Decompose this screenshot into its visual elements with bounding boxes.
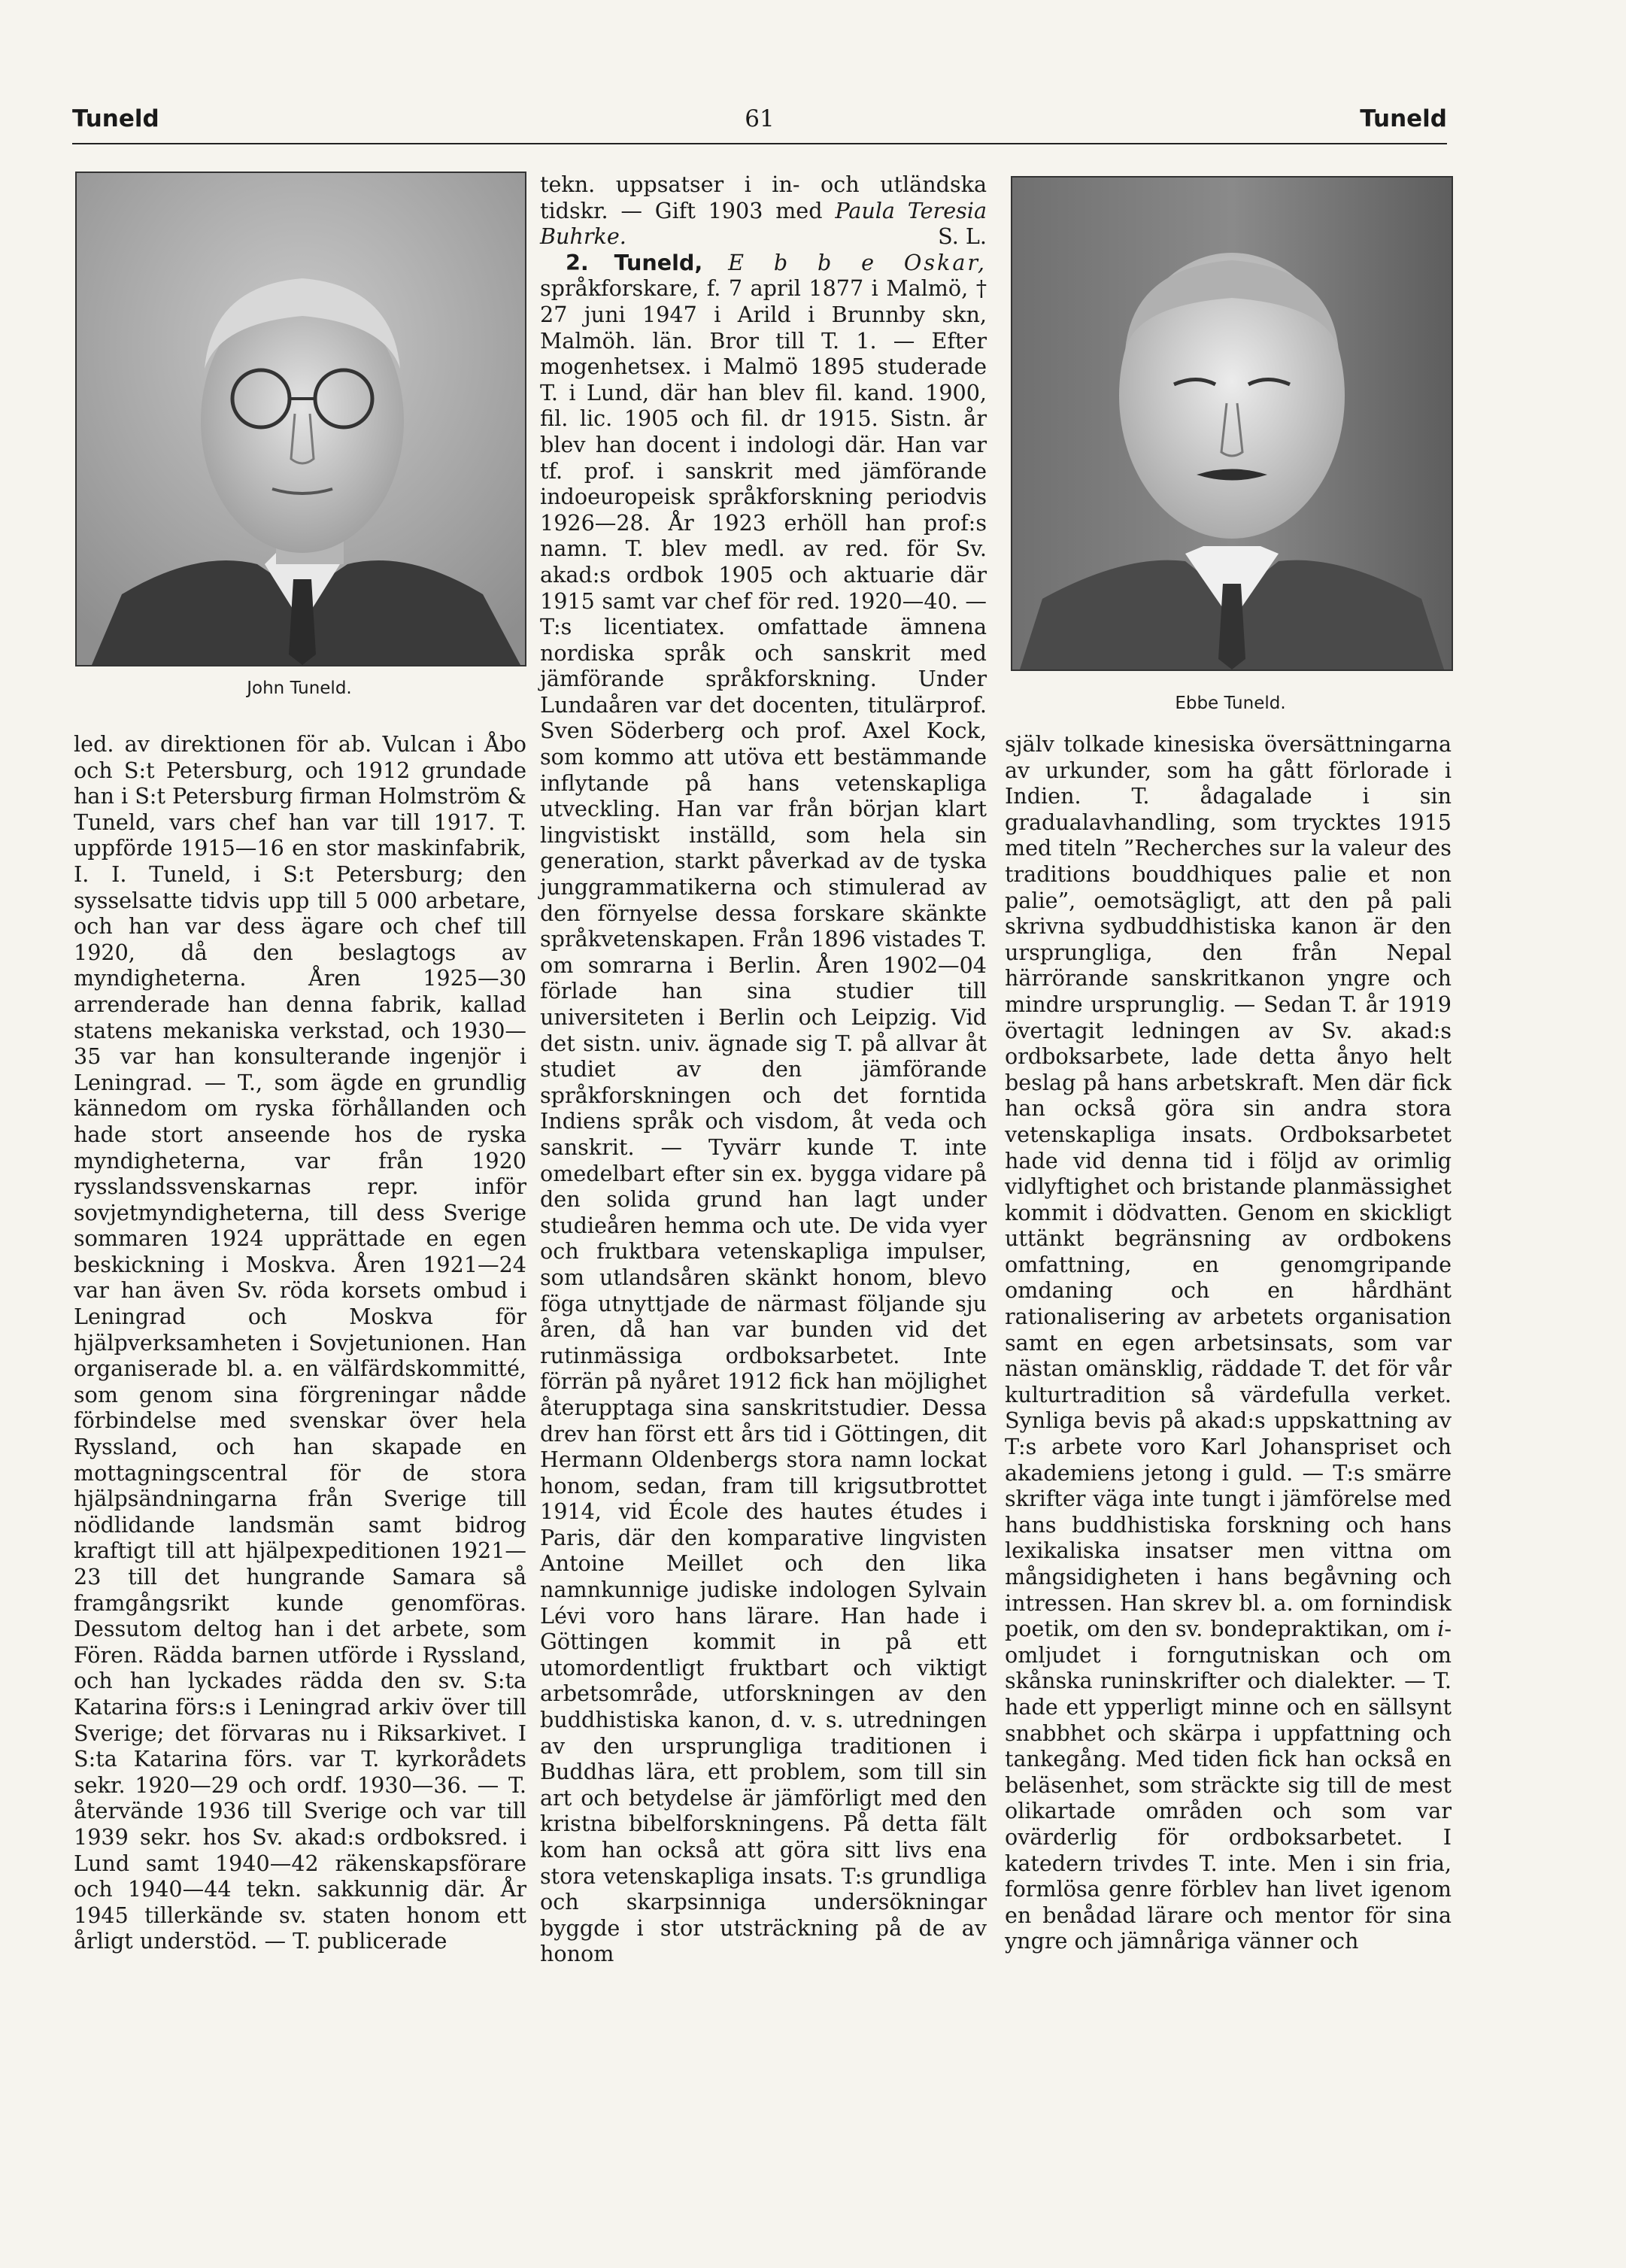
photo-caption-ebbe: Ebbe Tuneld. [1175, 694, 1286, 713]
entry-2-given-names: E b b e Oskar, [728, 249, 987, 275]
entry-2-surname: Tuneld, [614, 249, 703, 275]
header-right-name: Tuneld [1360, 105, 1447, 132]
entry-1-intro: tekn. uppsatser i in- och utländska tidskr. — Gift 1903 med [540, 172, 987, 223]
running-header [72, 105, 1447, 143]
photo-caption-john: John Tuneld. [247, 679, 352, 698]
column-1 [74, 731, 526, 1954]
page-number: 61 [745, 105, 775, 132]
column-2 [540, 172, 987, 1967]
entry-2-body: språkforskare, f. 7 april 1877 i Malmö, † 27 juni 1947 i Arild i Brunnby skn, Malmöh. län. Bror till T. 1. — Efter mogenhetsex. i Malmö 1895 studerade T. i Lund, där han blev fil. kand. 1900, fil. lic. 1905 och fil. dr 1915. Sistn. år blev han docent i indologi där. Han var tf. prof. i sanskrit med jämförande indoeuropeisk språkforskning periodvis 1926—28. År 1923 erhöll han prof:s namn. T. blev medl. av red. för Sv. akad:s ordbok 1905 och aktuarie där 1915 samt var chef för red. 1920—40. — T:s licentiatex. omfattade ämnena nordiska språk och sanskrit med jämförande språkforskning. Under Lundaåren var det docenten, titulärprof. Sven Söderberg och prof. Axel Kock, som kommo att utöva ett bestämmande inflytande på hans vetenskapliga utveckling. Han var från början klart lingvistiskt inställd, som hela sin generation, starkt påverkad av de tyska junggrammatikerna och stimulerad av den förnyelse dessa forskare skänkte språkvetenskapen. Från 1896 vistades T. om somrarna i Berlin. Åren 1902—04 förlade han sina studier till universiteten i Berlin och Leipzig. Vid det sistn. univ. ägnade sig T. på allvar åt studiet av den jämförande språkforskningen och det forntida Indiens språk och visdom, åt veda och sanskrit. — Tyvärr kunde T. inte omedelbart efter sin ex. bygga vidare på den solida grund han lagt under studieåren hemma och ute. De vida vyer och fruktbara vetenskapliga impulser, som utlandsåren skänkt honom, blevo föga utnyttjade de närmast följande sju åren, då han var bunden vid det rutinmässiga ordboksarbetet. Inte förrän på nyåret 1912 fick han möjlighet återupptaga sina sanskritstudier. Dessa drev han först ett års tid i Göttingen, dit Hermann Oldenbergs stora namn lockat honom, sedan, fram till krigsutbrottet 1914, vid École des hautes études i Paris, där den komparative lingvisten Antoine Meillet och den lika namnkunnige judiske indologen Sylvain Lévi voro hans lärare. Han hade i Göttingen kommit in på ett utomordentligt fruktbart och viktigt arbetsområde, utforskningen av den buddhistiska kanon, d. v. s. utredningen av den ursprungliga traditionen i Buddhas lära, ett problem, som till sin art och betydelse är jämförligt med den kristna bibelforskningens. På detta fält kom han också att göra sitt livs ena stora vetenskapliga insats. T:s grundliga och skarpsinniga undersökningar byggde i stor utsträckning på de av honom [540, 275, 987, 1967]
portrait-photo-ebbe [1011, 176, 1453, 671]
entry-1-end [540, 172, 987, 250]
col3-paragraph [1005, 731, 1452, 1954]
header-rule [72, 143, 1447, 144]
spouse-name: Paula Teresia Buhrke. [540, 197, 987, 250]
i-umlaut-letter: i [1437, 1616, 1445, 1642]
header-left-name: Tuneld [72, 105, 159, 132]
entry-2 [540, 250, 987, 1967]
author-signature: S. L. [938, 223, 987, 250]
entry-2-number: 2. [566, 249, 589, 275]
col3-text-after: -omljudet i forngutniskan och om skånska runinskrifter och dialekter. — T. hade ett ypperligt minne och en sällsynt snabbhet och skärpa i uppfattning och tankegång. Med tiden fick han också en beläsenhet, som sträckte sig till de mest olikartade områden och som var ovärderlig för ordboksarbetet. I katedern trivdes T. inte. Men i sin fria, formlösa genre förblev han livet igenom en benådad lärare och mentor för sina yngre och jämnåriga vänner och [1005, 1616, 1452, 1954]
col1-paragraph: led. av direktionen för ab. Vulcan i Åbo och S:t Petersburg, och 1912 grundade han i S:t Petersburg firman Holmström & Tuneld, vars chef han var till 1917. T. uppförde 1915—16 en stor maskinfabrik, I. I. Tuneld, i S:t Petersburg; den sysselsatte tidvis upp till 5 000 arbetare, och han var dess ägare och chef till 1920, då den beslagtogs av myndigheterna. Åren 1925—30 arrenderade han denna fabrik, kallad statens mekaniska verkstad, och 1930—35 var han konsulterande ingenjör i Leningrad. — T., som ägde en grundlig kännedom om ryska förhållanden och hade stort anseende hos de ryska myndigheterna, var från 1920 rysslandssvenskarnas repr. inför sovjetmyndigheterna, till dess Sverige sommaren 1924 upprättade en egen beskickning i Moskva. Åren 1921—24 var han även Sv. röda korsets ombud i Leningrad och Moskva för hjälpverksamheten i Sovjetunionen. Han organiserade bl. a. en välfärdskommitté, som genom sina förgreningar nådde förbindelse med svenskar över hela Ryssland, och han skapade en mottagningscentral för de stora hjälpsändningarna från Sverige till nödlidande landsmän samt bidrog kraftigt till att hjälpexpeditionen 1921—23 till det hungrande Samara så framgångsrikt kunde genomföras. Dessutom deltog han i det arbete, som Fören. Rädda barnen utförde i Ryssland, och han lyckades rädda den sv. S:ta Katarina förs:s i Leningrad arkiv över till Sverige; det förvaras nu i Riksarkivet. I S:ta Katarina förs. var T. kyrkorådets sekr. 1920—29 och ordf. 1930—36. — T. återvände 1936 till Sverige och var till 1939 sekr. hos Sv. akad:s ordboksred. i Lund samt 1940—42 räkenskapsförare och 1940—44 tekn. sakkunnig där. År 1945 tillerkände sv. staten honom ett årligt understöd. — T. publicerade [74, 731, 526, 1954]
col3-text-before: själv tolkade kinesiska översättningarna av urkunder, som ha gått förlorade i Indien. T. ådagalade i sin gradualavhandling, som trycktes 1915 med titeln ”Recherches sur la valeur des traditions bouddhiques palie et non palie”, oemotsägligt, att den på pali skrivna sydbuddhistiska kanon är den ursprungliga, den från Nepal härrörande sanskritkanon yngre och mindre ursprunglig. — Sedan T. år 1919 övertagit ledningen av Sv. akad:s ordboksarbete, lade detta ånyo helt beslag på hans arbetskraft. Men där fick han också göra sin andra stora vetenskapliga insats. Ordboksarbetet hade vid denna tid i följd av orimlig vidlyftighet och bristande planmässighet kommit i dödvatten. Genom en skickligt uttänkt begränsning av ordbokens omfattning, en genomgripande omdaning och en hårdhänt rationalisering av arbetets organisation samt en egen arbetsinsats, som var nästan omänsklig, räddade T. det för vår kulturtradition så värdefulla verket. Synliga bevis på akad:s uppskattning av T:s arbete voro Karl Johanspriset och akademiens jetong i guld. — T:s smärre skrifter väga inte tungt i jämförelse med hans buddhistiska forskning och hans lexikaliska insatser men vittna om mångsidigheten i hans begåvning och intressen. Han skrev bl. a. om fornindisk poetik, om den sv. bondepraktikan, om [1005, 731, 1452, 1642]
portrait-photo-john [75, 172, 526, 666]
column-3 [1005, 731, 1452, 1954]
